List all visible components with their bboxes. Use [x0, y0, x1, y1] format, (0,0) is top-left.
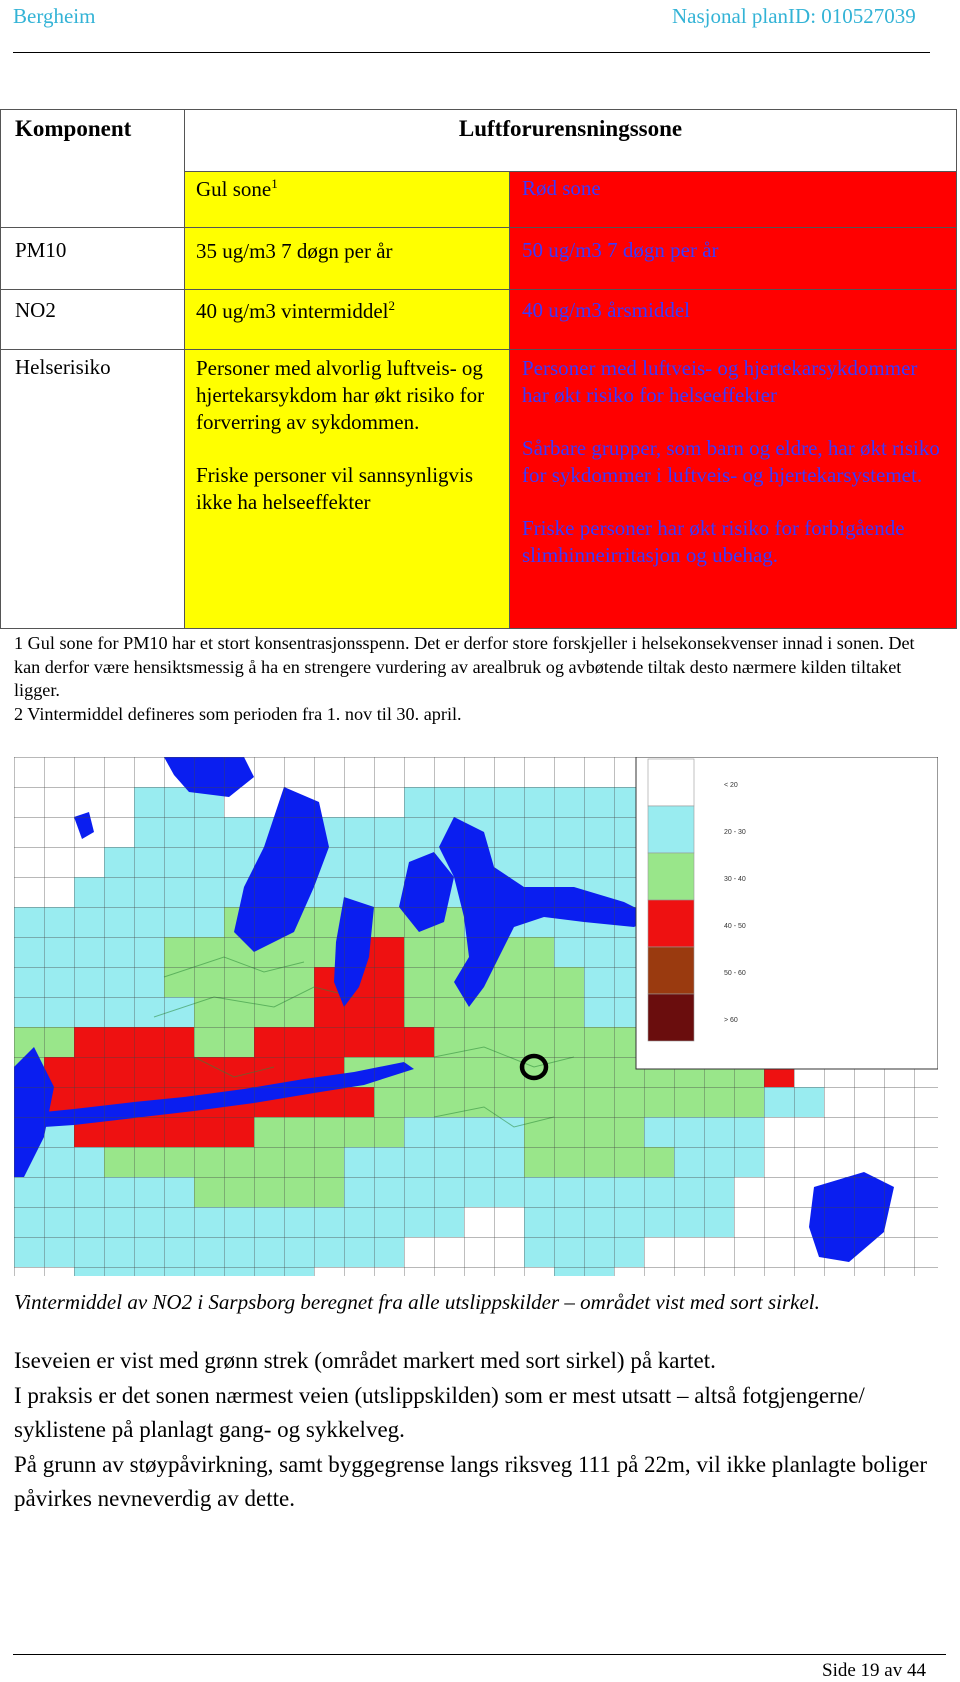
zone-header: Luftforurensningssone [185, 110, 957, 172]
health-red-text-3: Friske personer har økt risiko for forbigående slimhinneirritasjon og ubehag. [522, 516, 905, 567]
legend-label: 30 - 40 [724, 876, 746, 883]
figure-caption: Vintermiddel av NO2 i Sarpsborg beregnet fra alle utslippskilder – området vist med sort sirkel. [14, 1290, 820, 1314]
legend-label: 40 - 50 [724, 923, 746, 930]
health-yellow-text-1: Personer med alvorlig luftveis- og hjertekarsykdom har økt risiko for forverring av sykdommen. [196, 356, 485, 434]
header-divider [13, 52, 930, 53]
table-footnotes [14, 632, 944, 726]
legend-label: > 60 [724, 1017, 738, 1024]
no2-red-value: 40 ug/m3 årsmiddel [510, 290, 957, 350]
row-label-no2: NO2 [1, 290, 185, 350]
no2-yellow-value: 40 ug/m3 vintermiddel$^2$ [185, 290, 510, 350]
footer-divider [13, 1654, 946, 1655]
body-text [14, 1344, 944, 1517]
table-row [1, 290, 957, 350]
table-row [1, 228, 957, 290]
table-row [1, 110, 957, 172]
table-row [1, 350, 957, 629]
pm10-red-value: 50 ug/m3 7 døgn per år [510, 228, 957, 290]
map-legend [636, 757, 938, 1069]
header-left: Bergheim [13, 4, 96, 28]
pm10-yellow-value: 35 ug/m3 7 døgn per år [185, 228, 510, 290]
footnote-1: 1 Gul sone for PM10 har et stort konsentrasjonsspenn. Det er derfor store forskjeller i helsekonsekvenser innad i sonen. Det kan derfor være hensiktsmessig å ha en strengere vurdering av arealbruk og avbøtende tiltak desto nærmere kilden tiltaket ligger. [14, 633, 915, 700]
no2-concentration-map [14, 757, 938, 1276]
health-red-cell [510, 350, 957, 629]
legend-swatch [648, 994, 694, 1041]
row-label-health: Helserisiko [1, 350, 185, 629]
component-header: Komponent [1, 110, 185, 228]
legend-label: 50 - 60 [724, 970, 746, 977]
health-yellow-cell [185, 350, 510, 629]
page-number: Side 19 av 44 [822, 1660, 926, 1681]
legend-swatch [648, 947, 694, 994]
health-yellow-text-2: Friske personer vil sannsynligvis ikke ha helseeffekter [196, 463, 474, 514]
legend-swatch [648, 853, 694, 900]
legend-label: < 20 [724, 782, 738, 789]
body-paragraph-2: I praksis er det sonen nærmest veien (utslippskilden) som er mest utsatt – altså fotgjengerne/ syklistene på planlagt gang- og sykkelveg. [14, 1382, 865, 1442]
legend-swatch [648, 900, 694, 947]
red-zone-header: Rød sone [510, 172, 957, 228]
health-red-text-1: Personer med luftveis- og hjertekarsykdommer har økt risiko for helseeffekter [522, 356, 918, 407]
header-right: Nasjonal planID: 010527039 [672, 4, 916, 28]
body-paragraph-3: På grunn av støypåvirkning, samt byggegrense langs riksveg 111 på 22m, vil ikke planlagte boliger påvirkes nevneverdig av dette. [14, 1451, 928, 1511]
footnote-2: 2 Vintermiddel defineres som perioden fra 1. nov til 30. april. [14, 703, 462, 724]
health-red-text-2: Sårbare grupper, som barn og eldre, har økt risiko for sykdommer i luftveis- og hjertekarsystemet. [522, 436, 940, 487]
yellow-zone-header: Gul sone$^1$ [185, 172, 510, 228]
air-pollution-zone-table [0, 109, 957, 629]
legend-swatch [648, 806, 694, 853]
body-paragraph-1: Iseveien er vist med grønn strek (området markert med sort sirkel) på kartet. [14, 1348, 716, 1373]
legend-label: 20 - 30 [724, 829, 746, 836]
row-label-pm10: PM10 [1, 228, 185, 290]
legend-swatch [648, 759, 694, 806]
